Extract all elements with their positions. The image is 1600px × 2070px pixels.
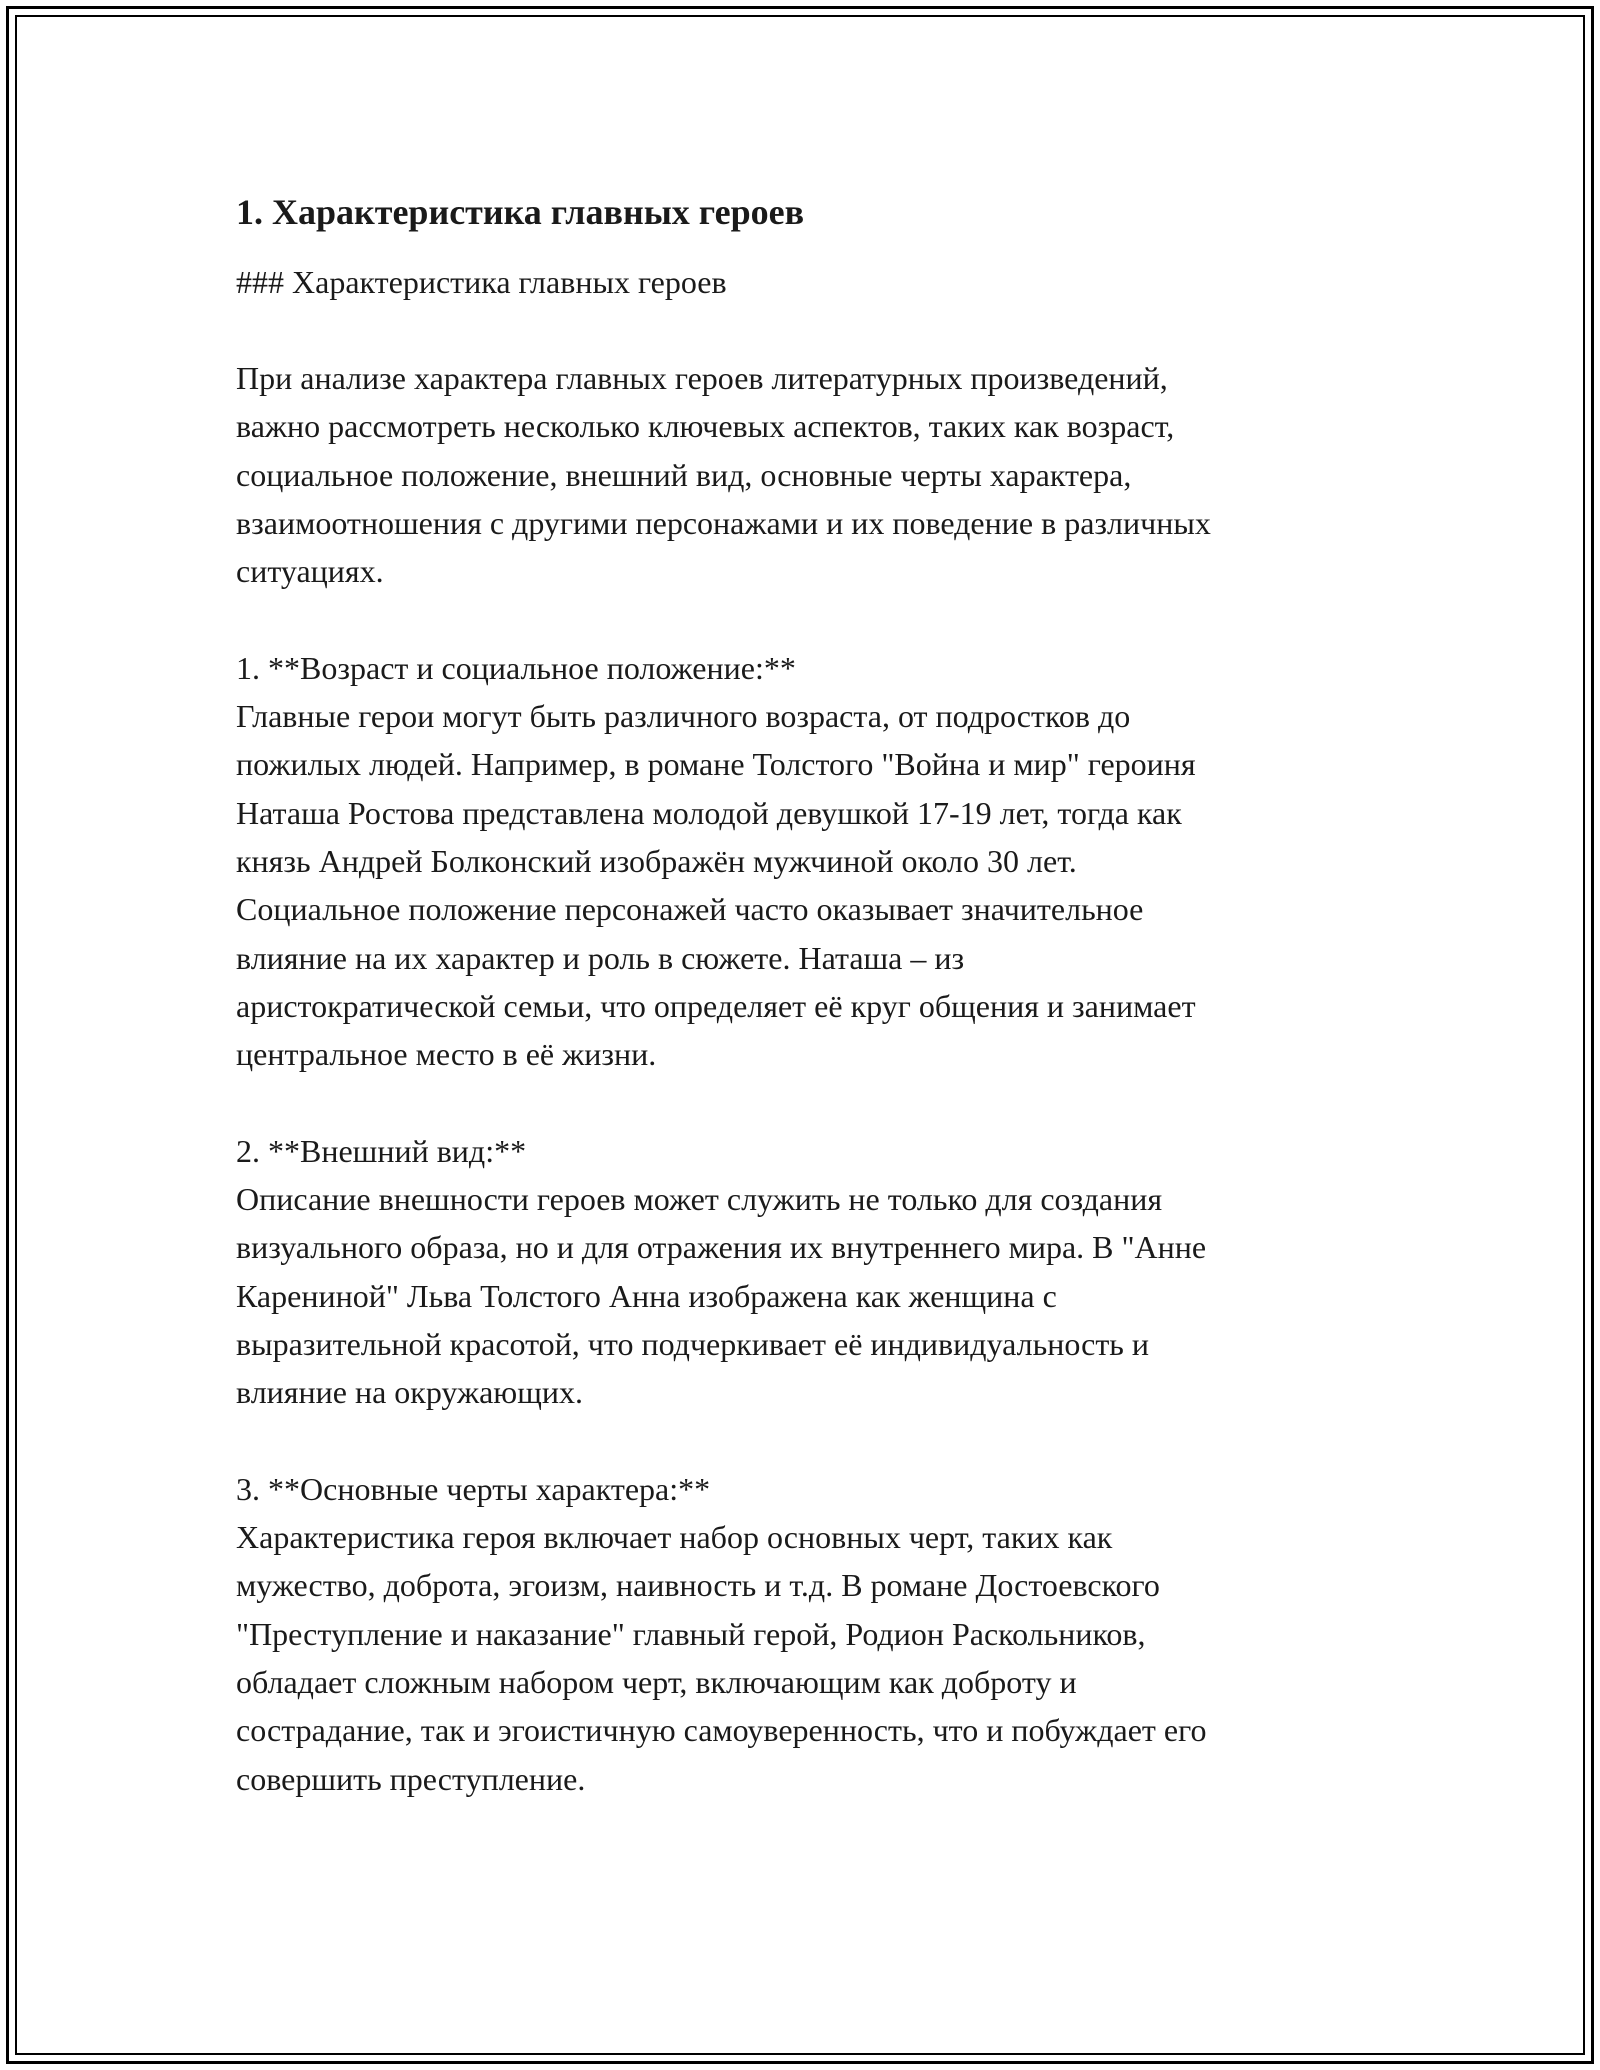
page-title: 1. Характеристика главных героев xyxy=(236,192,805,232)
document-body xyxy=(236,188,1376,1803)
section-age-social-status: 1. **Возраст и социальное положение:** Главные герои могут быть различного возраста, от подростков до пожилых людей. Например, в романе Толстого "Война и мир" героиня Наташа Ростова представлена молодой девушкой 17-19 лет, тогда как князь Андрей Болконский изображён мужчиной около 30 лет. Социальное положение персонажей часто оказывает значительное влияние на их характер и роль в сюжете. Наташа – из аристократической семьи, что определяет её круг общения и занимает центральное место в её жизни. xyxy=(236,649,1196,1073)
markdown-subheading: ### Характеристика главных героев xyxy=(236,264,727,300)
section-appearance: 2. **Внешний вид:** Описание внешности героев может служить не только для создания визуального образа, но и для отражения их внутреннего мира. В "Анне Карениной" Льва Толстого Анна изображена как женщина с выразительной красотой, что подчеркивает её индивидуальность и влияние на окружающих. xyxy=(236,1132,1207,1411)
section-character-traits: 3. **Основные черты характера:** Характеристика героя включает набор основных черт, таких как мужество, доброта, эгоизм, наивность и т.д. В романе Достоевского "Преступление и наказание" главный герой, Родион Раскольников, обладает сложным набором черт, включающим как доброту и сострадание, так и эгоистичную самоуверенность, что и побуждает его совершить преступление. xyxy=(236,1470,1207,1797)
intro-paragraph: При анализе характера главных героев литературных произведений, важно рассмотреть несколько ключевых аспектов, таких как возраст, социальное положение, внешний вид, основные черты характера, взаимоотношения с другими персонажами и их поведение в различных ситуациях. xyxy=(236,360,1211,590)
